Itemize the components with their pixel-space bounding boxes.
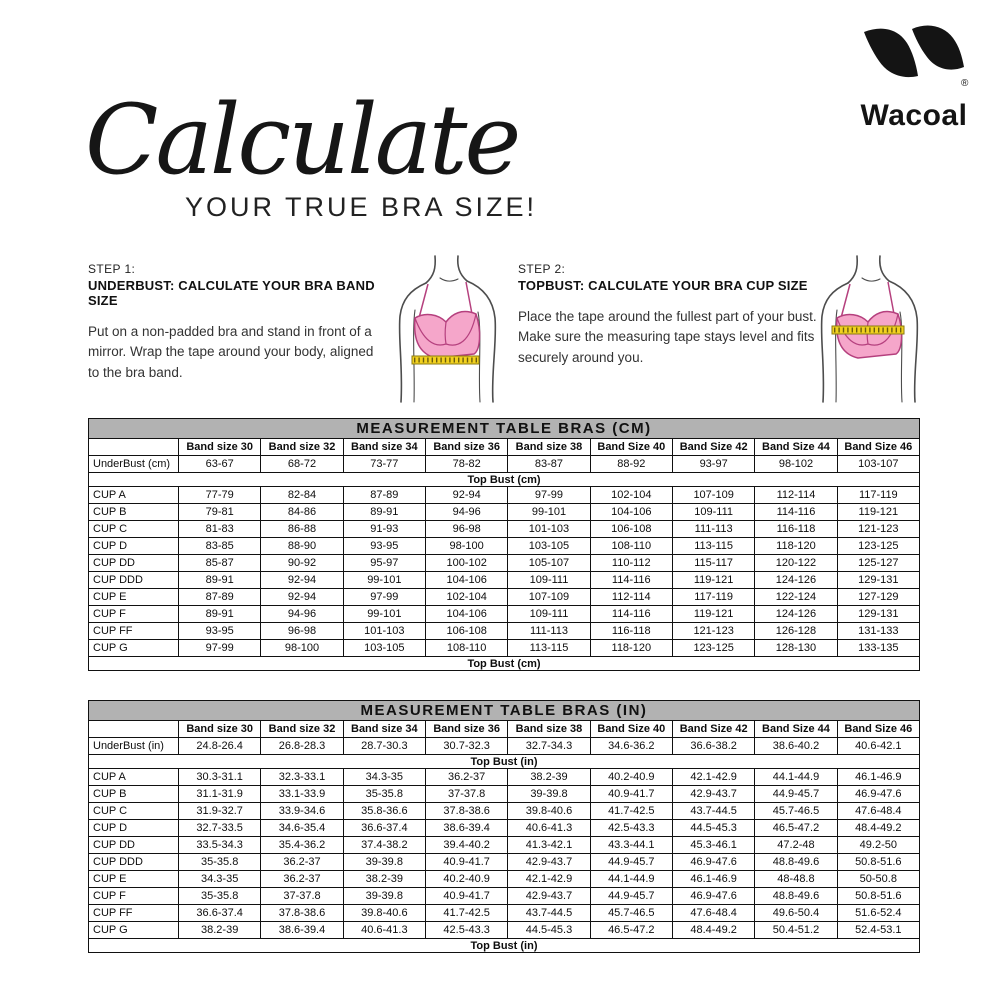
- cup-value: 116-118: [590, 623, 672, 640]
- cup-value: 124-126: [755, 606, 837, 623]
- cup-value: 40.9-41.7: [425, 854, 507, 871]
- cup-value: 39-39.8: [343, 888, 425, 905]
- underbust-value: 38.6-40.2: [755, 738, 837, 755]
- cup-value: 106-108: [425, 623, 507, 640]
- cup-value: 42.9-43.7: [508, 888, 590, 905]
- cup-value: 48.4-49.2: [672, 922, 754, 939]
- cup-label: CUP DDD: [89, 572, 179, 589]
- band-size-header: Band Size 44: [755, 439, 837, 456]
- cup-value: 79-81: [179, 504, 261, 521]
- cup-label: CUP F: [89, 606, 179, 623]
- cup-value: 39-39.8: [508, 786, 590, 803]
- cup-value: 87-89: [179, 589, 261, 606]
- underbust-row: [89, 456, 920, 473]
- measurement-table-in: [88, 700, 920, 953]
- cup-value: 38.6-39.4: [425, 820, 507, 837]
- cup-value: 97-99: [179, 640, 261, 657]
- cup-value: 99-101: [508, 504, 590, 521]
- cup-value: 47.2-48: [755, 837, 837, 854]
- cup-value: 113-115: [672, 538, 754, 555]
- cup-value: 96-98: [261, 623, 343, 640]
- cup-value: 42.5-43.3: [590, 820, 672, 837]
- band-size-header: Band size 38: [508, 721, 590, 738]
- cup-value: 41.7-42.5: [590, 803, 672, 820]
- cup-value: 119-121: [672, 572, 754, 589]
- cup-label: CUP A: [89, 769, 179, 786]
- cup-row: [89, 922, 920, 939]
- underbust-value: 98-102: [755, 456, 837, 473]
- cup-value: 44.9-45.7: [755, 786, 837, 803]
- topbust-band-row: [89, 473, 920, 487]
- step-2-heading: TOPBUST: CALCULATE YOUR BRA CUP SIZE: [518, 278, 808, 293]
- corner-cell: [89, 721, 179, 738]
- cup-value: 31.1-31.9: [179, 786, 261, 803]
- topbust-measure-icon: [810, 254, 930, 404]
- cup-value: 89-91: [343, 504, 425, 521]
- cup-value: 118-120: [590, 640, 672, 657]
- cup-value: 92-94: [261, 589, 343, 606]
- headline: [85, 84, 538, 223]
- cup-value: 34.6-35.4: [261, 820, 343, 837]
- cup-value: 93-95: [179, 623, 261, 640]
- underbust-value: 93-97: [672, 456, 754, 473]
- cup-value: 131-133: [837, 623, 919, 640]
- cup-row: [89, 803, 920, 820]
- cup-value: 40.9-41.7: [425, 888, 507, 905]
- cup-value: 108-110: [425, 640, 507, 657]
- cup-value: 119-121: [672, 606, 754, 623]
- cup-label: CUP A: [89, 487, 179, 504]
- cup-value: 38.2-39: [343, 871, 425, 888]
- underbust-value: 26.8-28.3: [261, 738, 343, 755]
- cup-value: 45.3-46.1: [672, 837, 754, 854]
- cup-row: [89, 504, 920, 521]
- cup-value: 114-116: [590, 606, 672, 623]
- step-1-body: Put on a non-padded bra and stand in front of a mirror. Wrap the tape around your body, aligned to the bra band.: [88, 324, 374, 380]
- band-size-header: Band Size 46: [837, 439, 919, 456]
- cup-value: 101-103: [508, 521, 590, 538]
- cup-label: CUP F: [89, 888, 179, 905]
- cup-value: 46.9-47.6: [672, 888, 754, 905]
- cup-value: 123-125: [672, 640, 754, 657]
- cup-value: 38.2-39: [179, 922, 261, 939]
- cup-value: 118-120: [755, 538, 837, 555]
- table-header-row: [89, 439, 920, 456]
- cup-label: CUP C: [89, 521, 179, 538]
- brand-logo: [844, 24, 984, 133]
- cup-value: 125-127: [837, 555, 919, 572]
- measurement-table-cm: [88, 418, 920, 671]
- cup-row: [89, 538, 920, 555]
- band-size-header: Band size 38: [508, 439, 590, 456]
- table-title: MEASUREMENT TABLE BRAS (CM): [89, 419, 920, 439]
- cup-value: 46.9-47.6: [837, 786, 919, 803]
- cup-value: 99-101: [343, 606, 425, 623]
- cup-row: [89, 487, 920, 504]
- cup-row: [89, 623, 920, 640]
- cup-value: 33.5-34.3: [179, 837, 261, 854]
- cup-value: 104-106: [425, 606, 507, 623]
- cup-row: [89, 606, 920, 623]
- cup-value: 90-92: [261, 555, 343, 572]
- cup-label: CUP DDD: [89, 854, 179, 871]
- cup-value: 50.4-51.2: [755, 922, 837, 939]
- cup-value: 43.7-44.5: [672, 803, 754, 820]
- cup-value: 129-131: [837, 572, 919, 589]
- cup-row: [89, 640, 920, 657]
- cup-value: 37-37.8: [425, 786, 507, 803]
- cup-value: 109-111: [672, 504, 754, 521]
- brand-wordmark: Wacoal: [860, 99, 968, 132]
- cup-value: 34.3-35: [179, 871, 261, 888]
- step-2-block: [518, 262, 818, 368]
- cup-value: 101-103: [343, 623, 425, 640]
- cup-value: 32.7-33.5: [179, 820, 261, 837]
- cup-value: 30.3-31.1: [179, 769, 261, 786]
- cup-value: 46.9-47.6: [672, 854, 754, 871]
- cup-value: 44.9-45.7: [590, 854, 672, 871]
- cup-value: 36.6-37.4: [343, 820, 425, 837]
- cup-value: 50-50.8: [837, 871, 919, 888]
- underbust-value: 32.7-34.3: [508, 738, 590, 755]
- cup-value: 92-94: [425, 487, 507, 504]
- cup-row: [89, 854, 920, 871]
- cup-label: CUP FF: [89, 623, 179, 640]
- band-size-header: Band size 32: [261, 721, 343, 738]
- cup-value: 48.4-49.2: [837, 820, 919, 837]
- cup-value: 46.5-47.2: [590, 922, 672, 939]
- cup-value: 34.3-35: [343, 769, 425, 786]
- cup-label: CUP D: [89, 538, 179, 555]
- band-size-header: Band size 36: [425, 721, 507, 738]
- cup-value: 40.6-41.3: [508, 820, 590, 837]
- cup-value: 44.5-45.3: [672, 820, 754, 837]
- band-size-header: Band size 34: [343, 439, 425, 456]
- cup-row: [89, 555, 920, 572]
- cup-value: 37-37.8: [261, 888, 343, 905]
- topbust-band: Top Bust (cm): [89, 657, 920, 671]
- cup-value: 100-102: [425, 555, 507, 572]
- cup-value: 116-118: [755, 521, 837, 538]
- cup-value: 104-106: [425, 572, 507, 589]
- cup-value: 50.8-51.6: [837, 888, 919, 905]
- cup-value: 94-96: [425, 504, 507, 521]
- cup-row: [89, 820, 920, 837]
- cup-value: 87-89: [343, 487, 425, 504]
- cup-value: 133-135: [837, 640, 919, 657]
- cup-row: [89, 837, 920, 854]
- underbust-value: 30.7-32.3: [425, 738, 507, 755]
- cup-value: 84-86: [261, 504, 343, 521]
- cup-value: 37.8-38.6: [261, 905, 343, 922]
- cup-value: 82-84: [261, 487, 343, 504]
- band-size-header: Band size 36: [425, 439, 507, 456]
- step-2-label: STEP 2:: [518, 262, 566, 276]
- cup-value: 89-91: [179, 606, 261, 623]
- cup-value: 110-112: [590, 555, 672, 572]
- underbust-value: 28.7-30.3: [343, 738, 425, 755]
- cup-value: 45.7-46.5: [590, 905, 672, 922]
- cup-value: 45.7-46.5: [755, 803, 837, 820]
- cup-value: 86-88: [261, 521, 343, 538]
- cup-value: 96-98: [425, 521, 507, 538]
- topbust-footer-row: [89, 657, 920, 671]
- cup-value: 40.2-40.9: [590, 769, 672, 786]
- cup-value: 35-35.8: [343, 786, 425, 803]
- cup-value: 108-110: [590, 538, 672, 555]
- cup-value: 113-115: [508, 640, 590, 657]
- cup-value: 91-93: [343, 521, 425, 538]
- cup-value: 48.8-49.6: [755, 888, 837, 905]
- cup-value: 88-90: [261, 538, 343, 555]
- cup-value: 107-109: [508, 589, 590, 606]
- band-size-header: Band Size 46: [837, 721, 919, 738]
- cup-value: 127-129: [837, 589, 919, 606]
- cup-value: 39.8-40.6: [508, 803, 590, 820]
- cup-row: [89, 769, 920, 786]
- cup-value: 44.5-45.3: [508, 922, 590, 939]
- cup-value: 117-119: [672, 589, 754, 606]
- cup-value: 40.2-40.9: [425, 871, 507, 888]
- cup-value: 81-83: [179, 521, 261, 538]
- registered-symbol: ®: [961, 78, 969, 89]
- cup-value: 97-99: [508, 487, 590, 504]
- cup-value: 31.9-32.7: [179, 803, 261, 820]
- cup-value: 35-35.8: [179, 888, 261, 905]
- cup-value: 48-48.8: [755, 871, 837, 888]
- cup-value: 109-111: [508, 606, 590, 623]
- cup-value: 38.6-39.4: [261, 922, 343, 939]
- cup-value: 107-109: [672, 487, 754, 504]
- cup-label: CUP G: [89, 922, 179, 939]
- table-title: MEASUREMENT TABLE BRAS (IN): [89, 701, 920, 721]
- band-size-header: Band Size 44: [755, 721, 837, 738]
- corner-cell: [89, 439, 179, 456]
- cup-value: 39.4-40.2: [425, 837, 507, 854]
- underbust-value: 36.6-38.2: [672, 738, 754, 755]
- cup-row: [89, 572, 920, 589]
- cup-value: 46.1-46.9: [672, 871, 754, 888]
- cup-value: 42.9-43.7: [508, 854, 590, 871]
- headline-script: Calculate: [85, 84, 519, 196]
- cup-value: 112-114: [590, 589, 672, 606]
- cup-value: 40.9-41.7: [590, 786, 672, 803]
- cup-value: 94-96: [261, 606, 343, 623]
- cup-value: 128-130: [755, 640, 837, 657]
- table-title-row: [89, 701, 920, 721]
- cup-value: 111-113: [508, 623, 590, 640]
- cup-value: 35.8-36.6: [343, 803, 425, 820]
- cup-value: 49.2-50: [837, 837, 919, 854]
- cup-value: 109-111: [508, 572, 590, 589]
- cup-value: 77-79: [179, 487, 261, 504]
- cup-value: 106-108: [590, 521, 672, 538]
- cup-value: 93-95: [343, 538, 425, 555]
- cup-value: 39.8-40.6: [343, 905, 425, 922]
- underbust-value: 73-77: [343, 456, 425, 473]
- cup-value: 43.7-44.5: [508, 905, 590, 922]
- cup-label: CUP DD: [89, 837, 179, 854]
- cup-value: 98-100: [425, 538, 507, 555]
- cup-value: 114-116: [755, 504, 837, 521]
- cup-value: 102-104: [425, 589, 507, 606]
- cup-value: 95-97: [343, 555, 425, 572]
- underbust-value: 83-87: [508, 456, 590, 473]
- band-size-header: Band size 30: [179, 439, 261, 456]
- topbust-band-row: [89, 755, 920, 769]
- cup-value: 47.6-48.4: [672, 905, 754, 922]
- cup-value: 46.1-46.9: [837, 769, 919, 786]
- cup-value: 37.4-38.2: [343, 837, 425, 854]
- cup-row: [89, 521, 920, 538]
- cup-value: 124-126: [755, 572, 837, 589]
- cup-value: 37.8-38.6: [425, 803, 507, 820]
- cup-row: [89, 888, 920, 905]
- step-1-block: [88, 262, 388, 383]
- underbust-row: [89, 738, 920, 755]
- cup-label: CUP B: [89, 504, 179, 521]
- cup-value: 36.2-37: [261, 871, 343, 888]
- cup-value: 111-113: [672, 521, 754, 538]
- cup-value: 98-100: [261, 640, 343, 657]
- cup-value: 122-124: [755, 589, 837, 606]
- cup-row: [89, 905, 920, 922]
- cup-value: 43.3-44.1: [590, 837, 672, 854]
- cup-value: 85-87: [179, 555, 261, 572]
- underbust-value: 63-67: [179, 456, 261, 473]
- cup-value: 52.4-53.1: [837, 922, 919, 939]
- underbust-value: 24.8-26.4: [179, 738, 261, 755]
- cup-value: 121-123: [672, 623, 754, 640]
- cup-value: 46.5-47.2: [755, 820, 837, 837]
- cup-label: CUP D: [89, 820, 179, 837]
- underbust-value: 78-82: [425, 456, 507, 473]
- cup-value: 104-106: [590, 504, 672, 521]
- topbust-band: Top Bust (in): [89, 939, 920, 953]
- cup-value: 119-121: [837, 504, 919, 521]
- cup-value: 50.8-51.6: [837, 854, 919, 871]
- topbust-band: Top Bust (cm): [89, 473, 920, 487]
- cup-value: 44.1-44.9: [590, 871, 672, 888]
- cup-value: 51.6-52.4: [837, 905, 919, 922]
- cup-value: 117-119: [837, 487, 919, 504]
- cup-value: 47.6-48.4: [837, 803, 919, 820]
- cup-value: 49.6-50.4: [755, 905, 837, 922]
- cup-label: CUP G: [89, 640, 179, 657]
- cup-value: 44.1-44.9: [755, 769, 837, 786]
- underbust-measure-icon: [388, 254, 508, 404]
- cup-value: 32.3-33.1: [261, 769, 343, 786]
- cup-value: 121-123: [837, 521, 919, 538]
- cup-row: [89, 786, 920, 803]
- step-1-illustration: [388, 254, 508, 409]
- cup-label: CUP DD: [89, 555, 179, 572]
- cup-value: 41.3-42.1: [508, 837, 590, 854]
- underbust-value: 68-72: [261, 456, 343, 473]
- cup-value: 83-85: [179, 538, 261, 555]
- underbust-value: 88-92: [590, 456, 672, 473]
- band-size-header: Band Size 40: [590, 721, 672, 738]
- cup-value: 115-117: [672, 555, 754, 572]
- underbust-value: 34.6-36.2: [590, 738, 672, 755]
- step-2-illustration: [810, 254, 930, 409]
- cup-value: 102-104: [590, 487, 672, 504]
- underbust-value: 103-107: [837, 456, 919, 473]
- step-2-body: Place the tape around the fullest part of your bust. Make sure the measuring tape stays level and fits securely around you.: [518, 309, 817, 365]
- topbust-footer-row: [89, 939, 920, 953]
- cup-value: 40.6-41.3: [343, 922, 425, 939]
- cup-value: 126-128: [755, 623, 837, 640]
- cup-value: 42.1-42.9: [672, 769, 754, 786]
- cup-value: 35-35.8: [179, 854, 261, 871]
- cup-label: CUP FF: [89, 905, 179, 922]
- cup-value: 35.4-36.2: [261, 837, 343, 854]
- cup-value: 120-122: [755, 555, 837, 572]
- cup-value: 48.8-49.6: [755, 854, 837, 871]
- cup-value: 89-91: [179, 572, 261, 589]
- cup-value: 36.2-37: [261, 854, 343, 871]
- underbust-label: UnderBust (in): [89, 738, 179, 755]
- cup-label: CUP C: [89, 803, 179, 820]
- cup-label: CUP E: [89, 871, 179, 888]
- band-size-header: Band Size 42: [672, 439, 754, 456]
- cup-value: 36.6-37.4: [179, 905, 261, 922]
- steps-section: [88, 262, 933, 407]
- cup-value: 33.1-33.9: [261, 786, 343, 803]
- cup-value: 105-107: [508, 555, 590, 572]
- cup-value: 38.2-39: [508, 769, 590, 786]
- headline-subtitle: YOUR TRUE BRA SIZE!: [185, 192, 538, 222]
- cup-value: 103-105: [343, 640, 425, 657]
- cup-value: 112-114: [755, 487, 837, 504]
- cup-value: 42.9-43.7: [672, 786, 754, 803]
- step-1-heading: UNDERBUST: CALCULATE YOUR BRA BAND SIZE: [88, 278, 375, 308]
- cup-value: 39-39.8: [343, 854, 425, 871]
- underbust-value: 40.6-42.1: [837, 738, 919, 755]
- wacoal-bird-icon: [858, 24, 970, 98]
- cup-value: 114-116: [590, 572, 672, 589]
- cup-value: 123-125: [837, 538, 919, 555]
- table-header-row: [89, 721, 920, 738]
- cup-row: [89, 589, 920, 606]
- cup-value: 44.9-45.7: [590, 888, 672, 905]
- cup-row: [89, 871, 920, 888]
- cup-value: 99-101: [343, 572, 425, 589]
- step-1-label: STEP 1:: [88, 262, 136, 276]
- cup-value: 42.5-43.3: [425, 922, 507, 939]
- underbust-label: UnderBust (cm): [89, 456, 179, 473]
- band-size-header: Band Size 40: [590, 439, 672, 456]
- cup-value: 41.7-42.5: [425, 905, 507, 922]
- cup-value: 36.2-37: [425, 769, 507, 786]
- cup-label: CUP B: [89, 786, 179, 803]
- table-title-row: [89, 419, 920, 439]
- topbust-band: Top Bust (in): [89, 755, 920, 769]
- band-size-header: Band Size 42: [672, 721, 754, 738]
- cup-value: 129-131: [837, 606, 919, 623]
- cup-value: 33.9-34.6: [261, 803, 343, 820]
- cup-value: 42.1-42.9: [508, 871, 590, 888]
- cup-value: 92-94: [261, 572, 343, 589]
- band-size-header: Band size 34: [343, 721, 425, 738]
- cup-value: 103-105: [508, 538, 590, 555]
- cup-label: CUP E: [89, 589, 179, 606]
- cup-value: 97-99: [343, 589, 425, 606]
- band-size-header: Band size 30: [179, 721, 261, 738]
- band-size-header: Band size 32: [261, 439, 343, 456]
